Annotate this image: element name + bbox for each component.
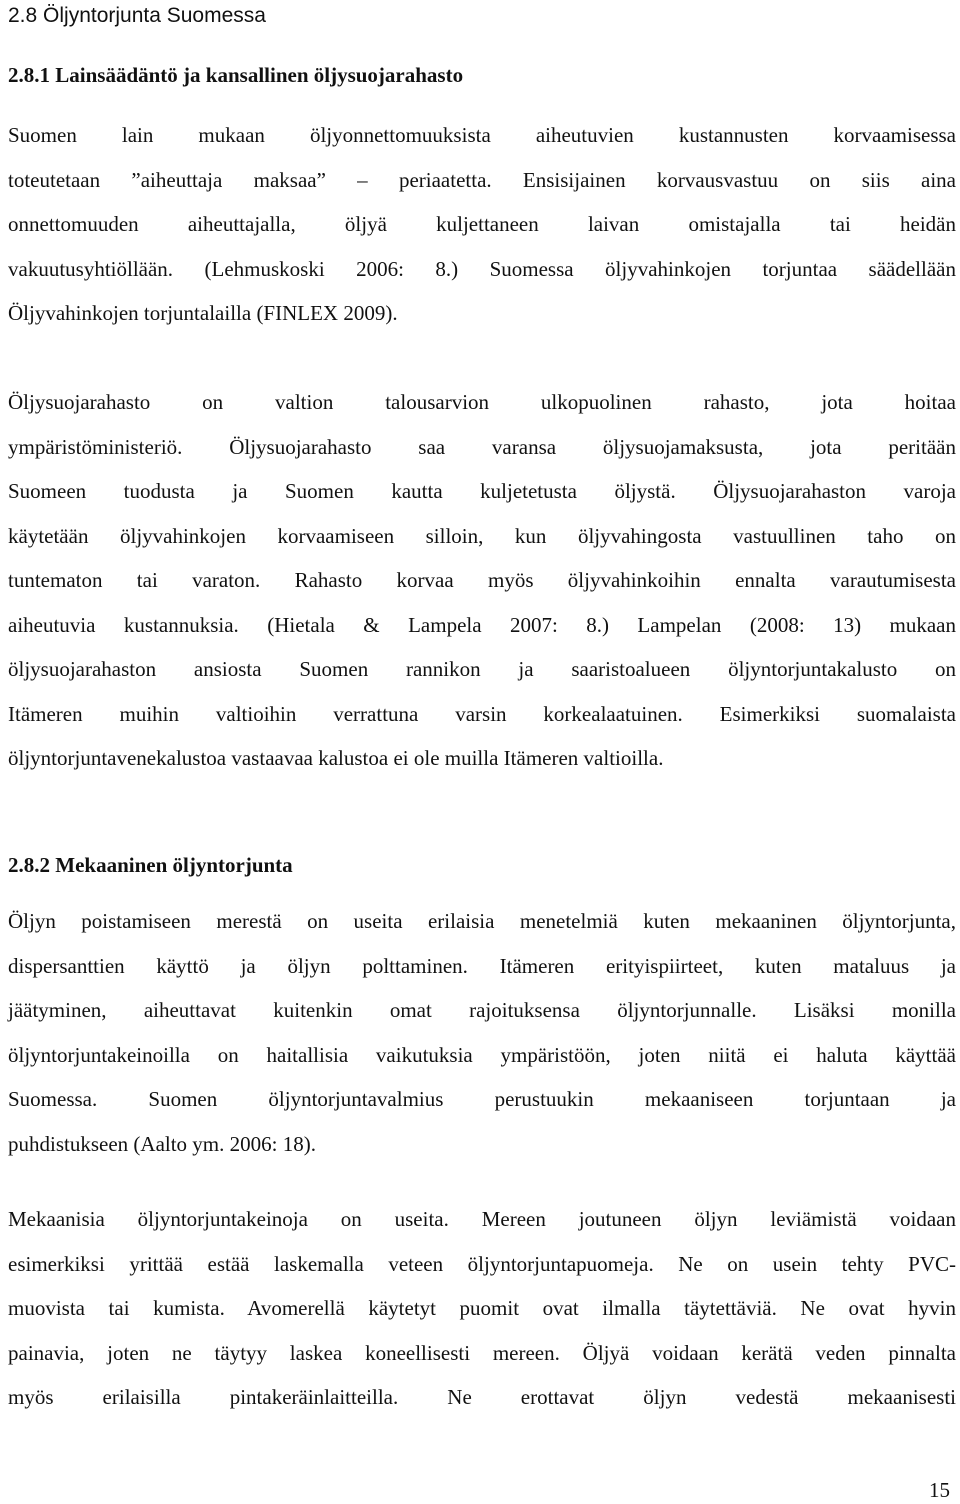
- text-line: Öljyvahinkojen torjuntalailla (FINLEX 2009).: [8, 301, 398, 325]
- text-line: dispersanttien käyttö ja öljyn polttaminen. Itämeren erityispiirteet, kuten mataluus ja: [8, 953, 956, 978]
- text-line: muovista tai kumista. Avomerellä käytetyt puomit ovat ilmalla täytettäviä. Ne ovat hyvin: [8, 1296, 956, 1320]
- text-line: Suomeen tuodusta ja Suomen kautta kuljetetusta öljystä. Öljysuojarahaston varoja: [8, 479, 956, 503]
- text-line: käytetään öljyvahinkojen korvaamiseen silloin, kun öljyvahingosta vastuullinen taho on: [8, 523, 956, 548]
- paragraph-legislation: [8, 113, 956, 336]
- text-line: puhdistukseen (Aalto ym. 2006: 18).: [8, 1131, 316, 1156]
- paragraph-mechanical-means: [8, 1197, 956, 1420]
- text-line: Mekaanisia öljyntorjuntakeinoja on useita. Mereen joutuneen öljyn leviämistä voidaan: [8, 1207, 956, 1231]
- section-heading: 2.8 Öljyntorjunta Suomessa: [8, 4, 266, 27]
- text-line: painavia, joten ne täytyy laskea koneellisesti mereen. Öljyä voidaan kerätä veden pinnalta: [8, 1340, 956, 1365]
- text-line: Öljysuojarahasto on valtion talousarvion ulkopuolinen rahasto, jota hoitaa: [8, 390, 956, 414]
- text-line: ympäristöministeriö. Öljysuojarahasto saa varansa öljysuojamaksusta, jota peritään: [8, 434, 956, 459]
- text-line: esimerkiksi yrittää estää laskemalla veteen öljyntorjuntapuomeja. Ne on usein tehty PVC-: [8, 1251, 956, 1276]
- subsection-heading-mechanical: 2.8.2 Mekaaninen öljyntorjunta: [8, 853, 293, 877]
- paragraph-removal-methods: [8, 899, 956, 1166]
- text-line: Öljyn poistamiseen merestä on useita erilaisia menetelmiä kuten mekaaninen öljyntorjunta,: [8, 909, 956, 933]
- page-number: 15: [929, 1478, 950, 1502]
- text-line: onnettomuuden aiheuttajalla, öljyä kuljettaneen laivan omistajalla tai heidän: [8, 212, 956, 236]
- subsection-heading-legislation: 2.8.1 Lainsäädäntö ja kansallinen öljysuojarahasto: [8, 63, 464, 87]
- text-line: myös erilaisilla pintakeräinlaitteilla. Ne erottavat öljyn vedestä mekaanisesti: [8, 1385, 956, 1409]
- paragraph-oil-protection-fund: [8, 380, 956, 781]
- text-line: jäätyminen, aiheuttavat kuitenkin omat rajoituksensa öljyntorjunnalle. Lisäksi monilla: [8, 998, 956, 1022]
- text-line: öljyntorjuntakeinoilla on haitallisia vaikutuksia ympäristöön, joten niitä ei haluta käyttää: [8, 1042, 956, 1067]
- text-line: Suomen lain mukaan öljyonnettomuuksista aiheutuvien kustannusten korvaamisessa: [8, 123, 956, 147]
- text-line: Itämeren muihin valtioihin verrattuna varsin korkealaatuinen. Esimerkiksi suomalaista: [8, 701, 956, 726]
- text-line: aiheutuvia kustannuksia. (Hietala & Lampela 2007: 8.) Lampelan (2008: 13) mukaan: [8, 612, 956, 637]
- text-line: öljyntorjuntavenekalustoa vastaavaa kalustoa ei ole muilla Itämeren valtioilla.: [8, 746, 664, 770]
- text-line: öljysuojarahaston ansiosta Suomen rannikon ja saaristoalueen öljyntorjuntakalusto on: [8, 657, 956, 681]
- text-line: Suomessa. Suomen öljyntorjuntavalmius perustuukin mekaaniseen torjuntaan ja: [8, 1087, 956, 1111]
- text-line: tuntematon tai varaton. Rahasto korvaa myös öljyvahinkoihin ennalta varautumisesta: [8, 568, 956, 592]
- text-line: vakuutusyhtiöllään. (Lehmuskoski 2006: 8.) Suomessa öljyvahinkojen torjuntaa säädellään: [8, 256, 956, 281]
- text-line: toteutetaan ”aiheuttaja maksaa” – periaatetta. Ensisijainen korvausvastuu on siis aina: [8, 167, 956, 192]
